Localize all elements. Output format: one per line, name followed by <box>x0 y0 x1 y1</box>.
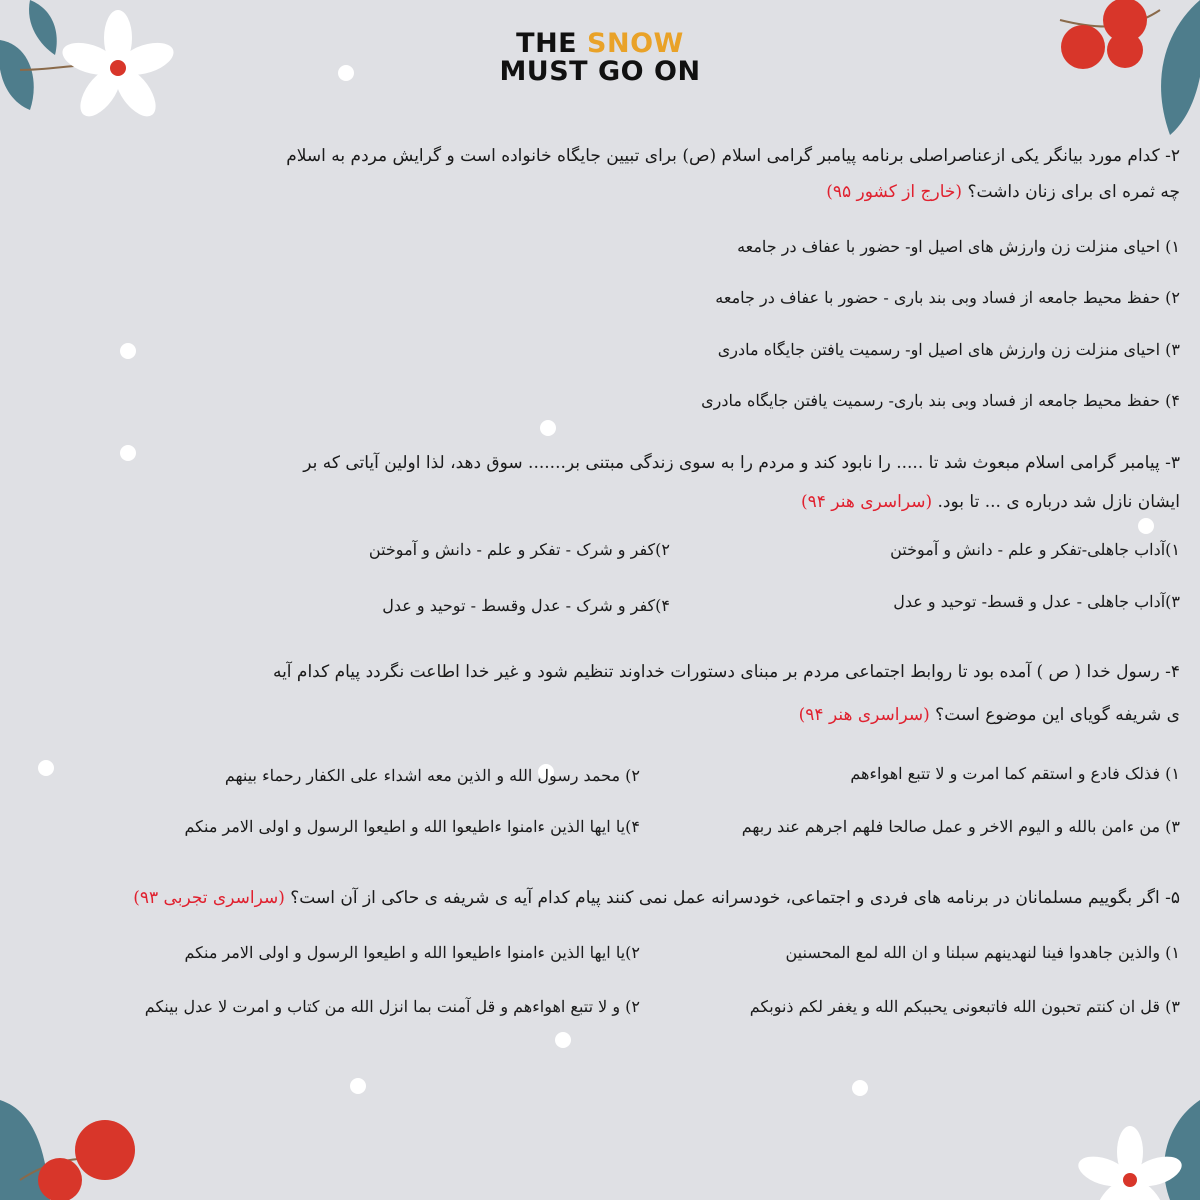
title-word-snow: SNOW <box>587 28 684 59</box>
question-2-line-1: ۲- کدام مورد بیانگر یکی ازعناصراصلی برنامه پیامبر گرامی اسلام (ص) برای تبیین جایگاه خانواده است و گرایش مردم به اسلام <box>286 146 1180 166</box>
snow-dot <box>38 760 54 776</box>
title-word-the: THE <box>516 28 578 59</box>
question-4-option-1: ۱) فذلک فادع و استقم کما امرت و لا تتبع اهواءهم <box>850 764 1180 783</box>
question-5-text: ۵- اگر بگوییم مسلمانان در برنامه های فردی و اجتماعی، خودسرانه عمل نمی کنند پیام کدام آیه ی شریفه ی حاکی از آن است؟ <box>290 888 1180 908</box>
question-5-option-1: ۱) والذین جاهدوا فینا لنهدینهم سبلنا و ان الله لمع المحسنین <box>785 943 1180 962</box>
snow-dot <box>1138 518 1154 534</box>
snow-dot <box>852 1080 868 1096</box>
question-3-option-1: ۱)آداب جاهلی-تفکر و علم - دانش و آموختن <box>890 540 1180 559</box>
question-3-source: (سراسری هنر ۹۴) <box>801 492 933 512</box>
question-3-line-1: ۳- پیامبر گرامی اسلام مبعوث شد تا ..... را نابود کند و مردم را به سوی زندگی مبتنی بر....... سوق دهد، لذا اولین آیاتی که بر <box>303 453 1180 473</box>
question-3-line-2 <box>801 492 1180 512</box>
snow-dot <box>120 343 136 359</box>
question-5-option-4: ۲) و لا تتبع اهواءهم و قل آمنت بما انزل الله من کتاب و امرت لا عدل بینکم <box>144 997 640 1016</box>
question-3-text: ایشان نازل شد درباره ی ... تا بود. <box>937 492 1180 512</box>
question-2-option-4: ۴) حفظ محیط جامعه از فساد وبی بند باری- رسمیت یافتن جایگاه مادری <box>701 391 1180 410</box>
snow-dot <box>350 1078 366 1094</box>
snow-dot <box>120 445 136 461</box>
question-2-source: (خارج از کشور ۹۵) <box>826 182 963 202</box>
berry-icon <box>75 1120 135 1180</box>
page-title <box>0 30 1200 86</box>
question-2-option-3: ۳) احیای منزلت زن وارزش های اصیل او- رسمیت یافتن جایگاه مادری <box>717 340 1180 359</box>
question-5-source: (سراسری تجربی ۹۳) <box>133 888 285 908</box>
question-4-text: ی شریفه گویای این موضوع است؟ <box>935 705 1180 725</box>
question-4-option-2: ۲) محمد رسول الله و الذین معه اشداء علی الکفار رحماء بینهم <box>224 766 640 785</box>
title-line-2: MUST GO ON <box>499 56 701 87</box>
question-5-option-3: ۳) قل ان کنتم تحبون الله فاتبعونی یحببکم الله و یغفر لکم ذنوبکم <box>749 997 1180 1016</box>
bottom-right-flower-decoration <box>1040 1060 1200 1200</box>
question-2-line-2 <box>826 182 1180 202</box>
snow-dot <box>540 420 556 436</box>
question-4-option-4: ۴)یا ایها الذین ءامنوا ءاطیعوا الله و اطیعوا الرسول و اولی الامر منکم <box>184 817 640 836</box>
berry-icon <box>38 1158 82 1200</box>
question-3-option-3: ۳)آداب جاهلی - عدل و قسط- توحید و عدل <box>893 592 1180 611</box>
leaf-icon <box>1164 1100 1200 1200</box>
question-3-option-2: ۲)کفر و شرک - تفکر و علم - دانش و آموختن <box>368 540 670 559</box>
question-4-line-1: ۴- رسول خدا ( ص ) آمده بود تا روابط اجتماعی مردم بر مبنای دستورات خداوند تنظیم شود و غیر خدا اطاعت نگردد پیام کدام آیه <box>272 662 1180 682</box>
question-4-source: (سراسری هنر ۹۴) <box>798 705 930 725</box>
question-2-option-2: ۲) حفظ محیط جامعه از فساد وبی بند باری - حضور با عفاف در جامعه <box>715 288 1180 307</box>
question-5-line-1 <box>133 888 1180 908</box>
bottom-left-berry-decoration <box>0 1070 160 1200</box>
question-4-line-2 <box>799 705 1180 725</box>
question-4-option-3: ۳) من ءامن بالله و الیوم الاخر و عمل صالحا فلهم اجرهم عند ربهم <box>741 817 1180 836</box>
question-2-text: چه ثمره ای برای زنان داشت؟ <box>967 182 1180 202</box>
question-3-option-4: ۴)کفر و شرک - عدل وقسط - توحید و عدل <box>382 596 670 615</box>
question-5-option-2: ۲)یا ایها الذین ءامنوا ءاطیعوا الله و اطیعوا الرسول و اولی الامر منکم <box>184 943 640 962</box>
question-2-option-1: ۱) احیای منزلت زن وارزش های اصیل او- حضور با عفاف در جامعه <box>737 237 1180 256</box>
snow-dot <box>555 1032 571 1048</box>
